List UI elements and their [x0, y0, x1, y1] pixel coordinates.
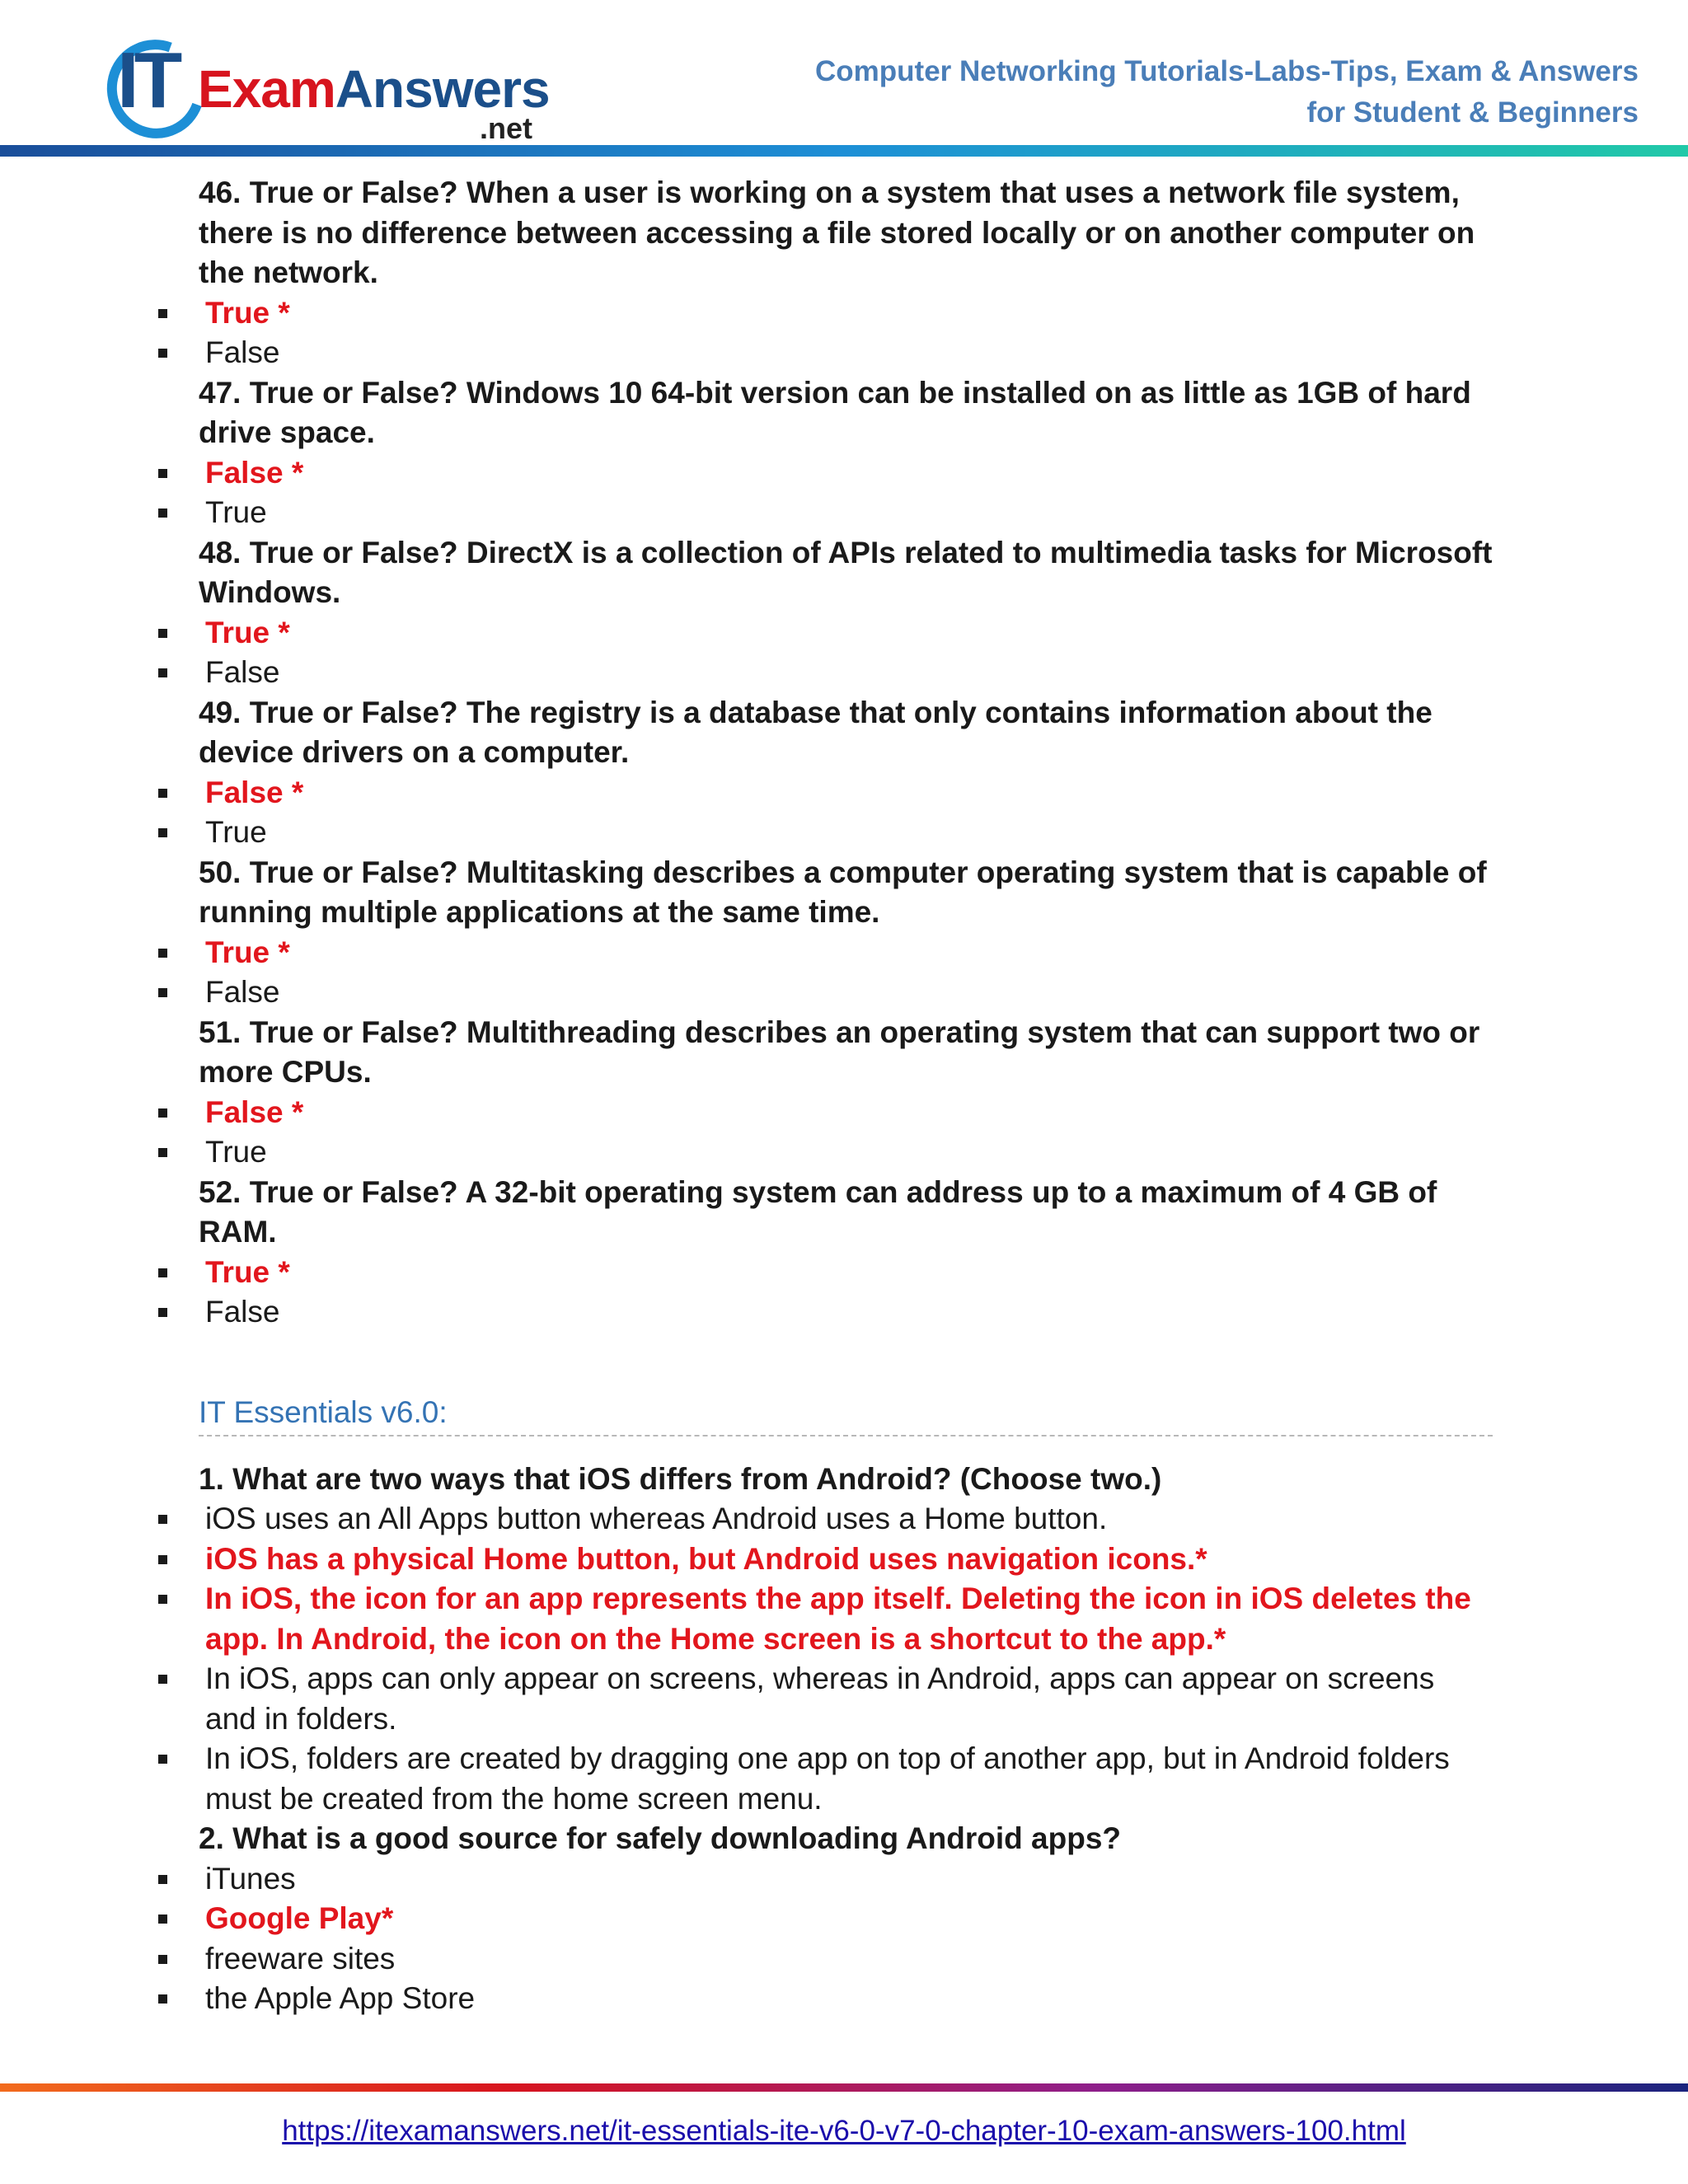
answer-option-text: True	[205, 495, 267, 529]
answer-option-text: False	[205, 975, 280, 1009]
answer-option-text: False	[205, 1295, 280, 1329]
question-text: 52. True or False? A 32-bit operating system can address up to a maximum of 4 GB of RAM.	[199, 1174, 1437, 1249]
square-bullet-icon	[158, 1875, 167, 1884]
square-bullet-icon	[158, 1955, 167, 1964]
question-text: 1. What are two ways that iOS differs from Android? (Choose two.)	[199, 1461, 1162, 1496]
answer-option-text: False	[205, 655, 280, 689]
answer-option-text: iTunes	[205, 1861, 296, 1896]
square-bullet-icon	[158, 1308, 167, 1317]
answer-option-text: freeware sites	[205, 1941, 396, 1975]
answer-option-correct	[205, 1093, 1491, 1133]
document-body	[0, 173, 1688, 2019]
answer-option-correct	[205, 1899, 1491, 1939]
answer-option	[205, 1939, 1491, 1980]
square-bullet-icon	[158, 349, 167, 358]
square-bullet-icon	[158, 668, 167, 677]
footer-divider	[0, 2083, 1688, 2092]
answer-option	[205, 1979, 1491, 2019]
section-spacer	[0, 1436, 1688, 1460]
answer-option-text: True *	[205, 935, 290, 969]
page-header	[0, 0, 1688, 157]
answer-option	[205, 493, 1491, 533]
answer-option	[205, 1859, 1491, 1900]
answer-option-text: Google Play*	[205, 1901, 394, 1935]
answer-option	[205, 653, 1491, 693]
answer-option	[205, 333, 1491, 373]
site-tagline	[732, 51, 1639, 134]
square-bullet-icon	[158, 1515, 167, 1524]
answer-option-text: True *	[205, 295, 290, 330]
answer-option-text: False *	[205, 1094, 304, 1129]
answer-option-correct	[205, 1253, 1491, 1293]
logo-exam-text: Exam	[198, 59, 335, 119]
square-bullet-icon	[158, 509, 167, 518]
answer-option-correct	[205, 1540, 1491, 1580]
answer-option-text: False *	[205, 775, 304, 809]
answer-option	[205, 972, 1491, 1013]
question-text: 47. True or False? Windows 10 64-bit version can be installed on as little as 1GB of hard drive space.	[199, 375, 1471, 449]
answer-option	[205, 1659, 1491, 1739]
answer-option-text: In iOS, apps can only appear on screens, whereas in Android, apps can appear on screens and in folders.	[205, 1661, 1435, 1736]
logo-it-text: IT	[117, 36, 178, 124]
answer-option	[205, 1739, 1491, 1819]
question-text: 48. True or False? DirectX is a collection of APIs related to multimedia tasks for Microsoft Windows.	[199, 535, 1493, 609]
square-bullet-icon	[158, 1268, 167, 1277]
logo-net-text: .net	[480, 111, 533, 145]
square-bullet-icon	[158, 469, 167, 478]
answer-option-correct	[205, 613, 1491, 654]
square-bullet-icon	[158, 309, 167, 318]
square-bullet-icon	[158, 1675, 167, 1684]
tagline-line-2: for Student & Beginners	[1306, 96, 1639, 129]
section-spacer	[0, 1333, 1688, 1392]
tagline-line-1: Computer Networking Tutorials-Labs-Tips, Exam & Answers	[815, 55, 1639, 87]
square-bullet-icon	[158, 1555, 167, 1564]
square-bullet-icon	[158, 1595, 167, 1604]
answer-option-text: iOS has a physical Home button, but Android uses navigation icons.*	[205, 1541, 1207, 1576]
answer-option-text: True *	[205, 1254, 290, 1289]
answer-option-text: True *	[205, 615, 290, 649]
logo-wordmark	[198, 59, 550, 119]
square-bullet-icon	[158, 789, 167, 798]
answer-option	[205, 1499, 1491, 1540]
answer-option	[205, 813, 1491, 853]
square-bullet-icon	[158, 1755, 167, 1764]
answer-option-text: False *	[205, 455, 304, 490]
answer-option-text: True	[205, 1135, 267, 1169]
question-text: 46. True or False? When a user is working on a system that uses a network file system, there is no difference between accessing a file stored locally or on another computer on the network.	[199, 176, 1475, 289]
square-bullet-icon	[158, 629, 167, 638]
answer-option-text: iOS uses an All Apps button whereas Android uses a Home button.	[205, 1502, 1108, 1535]
square-bullet-icon	[158, 949, 167, 958]
question-text: 51. True or False? Multithreading describes an operating system that can support two or more CPUs.	[199, 1015, 1480, 1089]
answer-option-text: In iOS, folders are created by dragging one app on top of another app, but in Android folders must be created from the home screen menu.	[205, 1741, 1450, 1816]
square-bullet-icon	[158, 988, 167, 997]
answer-option-correct	[205, 933, 1491, 973]
answer-option	[205, 1132, 1491, 1173]
logo-answers-text: Answers	[335, 59, 550, 119]
answer-option-correct	[205, 453, 1491, 494]
answer-option-text: True	[205, 815, 267, 849]
answer-option-text: the Apple App Store	[205, 1981, 476, 2015]
footer-url-link[interactable]: https://itexamanswers.net/it-essentials-ite-v6-0-v7-0-chapter-10-exam-answers-100.html	[282, 2115, 1406, 2147]
site-logo[interactable]	[107, 33, 569, 148]
square-bullet-icon	[158, 1108, 167, 1118]
question-text: 49. True or False? The registry is a database that only contains information about the device drivers on a computer.	[199, 695, 1432, 769]
answer-option-correct	[205, 293, 1491, 334]
answer-option-correct	[205, 773, 1491, 813]
square-bullet-icon	[158, 1148, 167, 1157]
square-bullet-icon	[158, 1994, 167, 2004]
square-bullet-icon	[158, 828, 167, 837]
answer-option	[205, 1292, 1491, 1333]
section-heading: IT Essentials v6.0:	[199, 1392, 1493, 1436]
answer-option-text: In iOS, the icon for an app represents the app itself. Deleting the icon in iOS deletes the app. In Android, the icon on the Home screen is a shortcut to the app.*	[205, 1582, 1471, 1656]
answer-option-correct	[205, 1579, 1491, 1659]
question-text: 2. What is a good source for safely downloading Android apps?	[199, 1821, 1121, 1855]
question-text: 50. True or False? Multitasking describes a computer operating system that is capable of running multiple applications at the same time.	[199, 855, 1487, 929]
header-divider	[0, 145, 1688, 157]
square-bullet-icon	[158, 1915, 167, 1924]
answer-option-text: False	[205, 335, 280, 369]
